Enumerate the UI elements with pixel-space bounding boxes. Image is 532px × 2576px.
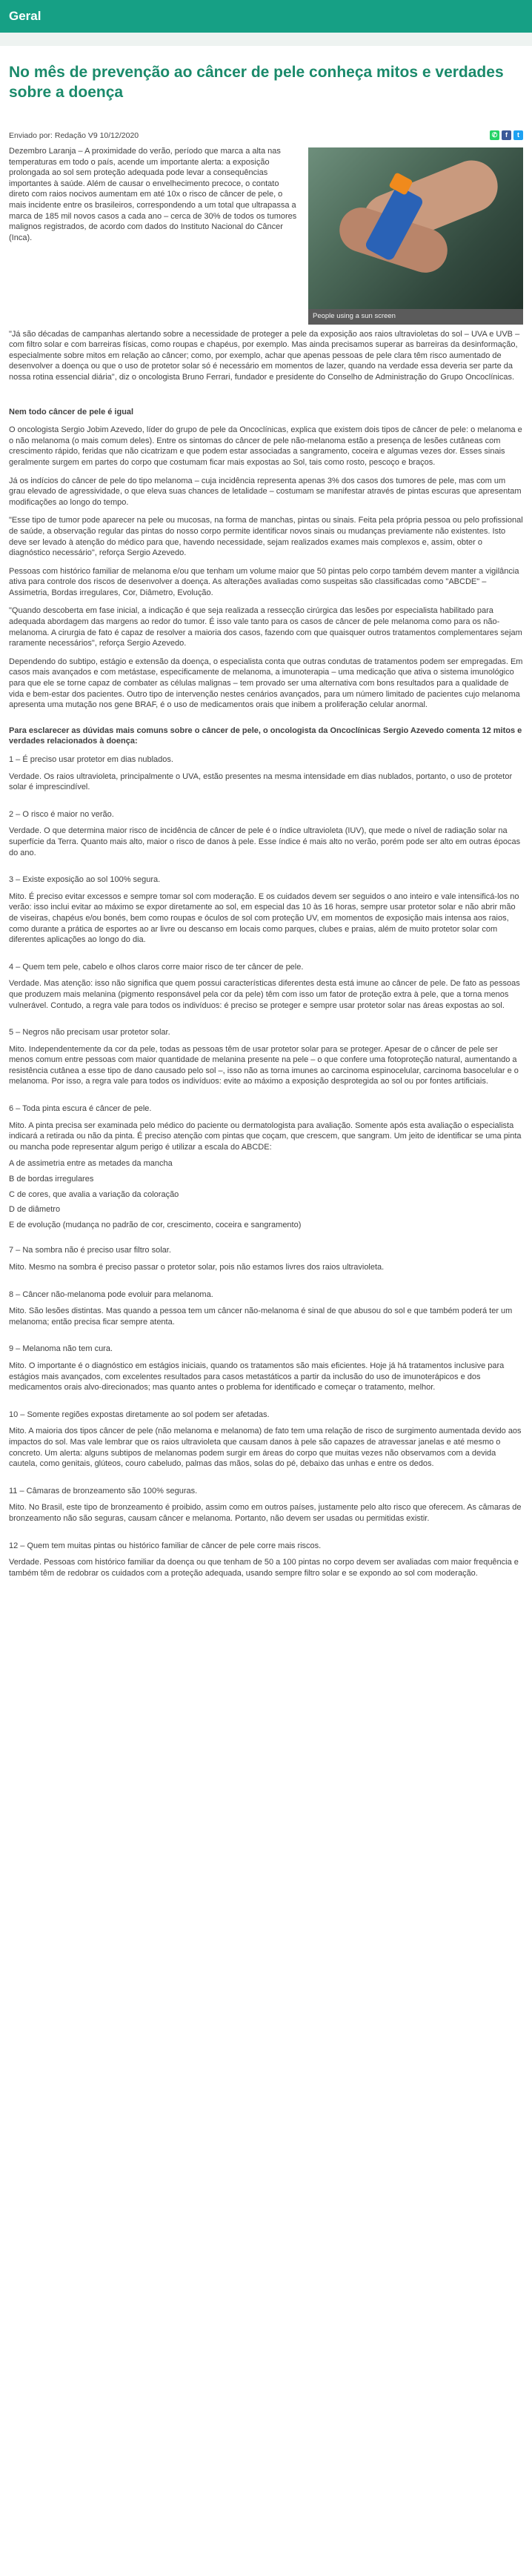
facebook-icon[interactable]: f [502, 130, 511, 140]
whatsapp-icon[interactable]: ✆ [490, 130, 499, 140]
section-title: Geral [9, 9, 41, 23]
myth-answer: Mito. Mesmo na sombra é preciso passar o protetor solar, pois não estamos livres dos raios ultravioleta. [9, 1263, 385, 1272]
header-divider [0, 33, 532, 46]
myth-question: 1 – É preciso usar protetor em dias nublados. [9, 755, 173, 764]
photo-caption: People using a sun screen [308, 309, 523, 325]
section-header [0, 0, 532, 33]
lead-block [9, 146, 523, 329]
abcde-item: E de evolução (mudança no padrão de cor, crescimento, coceira e sangramento) [9, 1220, 302, 1229]
paragraph: Pessoas com histórico familiar de melanoma e/ou que tenham um volume maior que 50 pintas pelo corpo também devem manter a vigilância ativa para controle dos riscos de desenvolver a doença. As alterações avaliadas como suspeitas são classificadas como "ABCDE" – Assimetria, Bordas irregulares, Cor, Diâmetro, Evolução. [9, 566, 519, 597]
myth-answer: Mito. Independentemente da cor da pele, todas as pessoas têm de usar protetor solar para se proteger. Apesar de o câncer de pele ser menos comum entre pessoas com maior quantidade de melanina presente na pele – o que confere uma fotoproteção natural, aumentando a resistência cutânea a esse tipo de dano causado pelo sol –, isso não as torna imunes ao carcinoma espinocelular, carcinoma basocelular e o melanoma. Por isso, a regra vale para todos os indivíduos: evite ao máximo a exposição desprotegida ao sol ou por fontes artificiais. [9, 1044, 519, 1086]
myth-question: 10 – Somente regiões expostas diretamente ao sol podem ser afetadas. [9, 1410, 270, 1419]
paragraph: "Já são décadas de campanhas alertando sobre a necessidade de proteger a pele da exposição aos raios ultravioletas do sol – UVA e UVB – com filtro solar e com barreiras físicas, como roupas e chapéus, por exemplo. Mas ainda precisamos superar as barreiras da desinformação, especialmente sobre mitos em relação ao câncer; como, por exemplo, achar que apenas pessoas de pele clara têm risco aumentado de desenvolver a doença ou que o uso de protetor solar só é necessário em momentos de lazer, quando na verdade essa deveria ser parte da nossa rotina essencial diária", diz o oncologista Bruno Ferrari, fundador e presidente do Conselho de Administração do Grupo Oncoclínicas. [9, 329, 520, 382]
myth-question: 9 – Melanoma não tem cura. [9, 1344, 113, 1354]
myth-answer: Mito. No Brasil, este tipo de bronzeamento é proibido, assim como em outros países, justamente pelo alto risco que oferecem. As câmaras de bronzeamento não são seguras, causam câncer e melanoma. Portanto, não devem ser usadas ou permitidas existir. [9, 1503, 522, 1523]
article [0, 62, 532, 1579]
abcde-item: C de cores, que avalia a variação da coloração [9, 1189, 179, 1199]
paragraph: "Esse tipo de tumor pode aparecer na pele ou mucosas, na forma de manchas, pintas ou sinais. Feita pela própria pessoa ou pelo profissional de saúde, a observação regular das pintas do nosso corpo permite identificar novos sinais ou mudanças previamente não existentes. Isto deve ser levado à atenção do médico para que, havendo necessidade, sejam realizados exames mais complexos e, assim, obter o diagnóstico necessário", reforça Sergio Azevedo. [9, 516, 523, 558]
myth-question: 4 – Quem tem pele, cabelo e olhos claros corre maior risco de ter câncer de pele. [9, 962, 304, 972]
article-photo [308, 147, 523, 309]
article-body [9, 146, 523, 1579]
subheading: Nem todo câncer de pele é igual [9, 407, 134, 416]
myth-question: 5 – Negros não precisam usar protetor solar. [9, 1028, 170, 1038]
abcde-item: A de assimetria entre as metades da mancha [9, 1159, 173, 1169]
myth-answer: Verdade. O que determina maior risco de incidência de câncer de pele é o índice ultravioleta (IUV), que mede o nível de radiação solar na superfície da Terra. Quanto mais alto, maior o risco de danos à pele. Esse índice é mais alto no verão, porém pode ser alto em outras épocas do ano. [9, 826, 521, 857]
myth-answer: Mito. A maioria dos tipos câncer de pele (não melanoma e melanoma) de fato tem uma relação de risco de surgimento aumentada devido aos impactos do sol. Mas vale lembrar que os raios ultravioleta que causam danos à pele são capazes de atravessar janelas e até mesmo o concreto. Um alerta: alguns subtipos de melanomas podem surgir em áreas do corpo que muitas vezes não observamos com a devida cautela, como genitais, glúteos, couro cabeludo, palmas das mãos, solas do pé, debaixo das unhas e entre os dedos. [9, 1427, 522, 1469]
myth-question: 6 – Toda pinta escura é câncer de pele. [9, 1104, 152, 1114]
abcde-item: D de diâmetro [9, 1205, 61, 1215]
share-bar [490, 130, 523, 140]
paragraph: Já os indícios do câncer de pele do tipo melanoma – cuja incidência representa apenas 3% dos casos dos tumores de pele, mas com um grau elevado de agressividade, o que eleva suas chances de letalidade – costumam se manifestar através de pintas escuras que apresentam modificações ao longo do tempo. [9, 476, 522, 507]
article-figure [308, 147, 523, 325]
myth-question: 11 – Câmaras de bronzeamento são 100% seguras. [9, 1486, 198, 1496]
article-meta: Enviado por: Redação V9 10/12/2020 [9, 130, 139, 140]
myth-answer: Mito. São lesões distintas. Mas quando a pessoa tem um câncer não-melanoma é sinal de que abusou do sol e que também poderá ter um melanoma; então precisa ficar sempre atenta. [9, 1307, 513, 1327]
paragraph: Dependendo do subtipo, estágio e extensão da doença, o especialista conta que outras condutas de tratamentos podem ser empregadas. Em casos mais avançados e com metástase, especificamente de melanoma, a imunoterapia – uma medicação que ativa o sistema imunológico para que ele se torne capaz de combater as células malignas – tem provado ser uma alternativa com bons resultados para a qualidade de vida e bem-estar dos pacientes. Outro tipo de intervenção nestes cenários avançados, para um número limitado de pacientes cujo melanoma apresenta uma mutação nos gene BRAF, é o uso de medicamentos orais que inibem a proliferação celular anormal. [9, 657, 523, 710]
myth-question: 8 – Câncer não-melanoma pode evoluir para melanoma. [9, 1289, 213, 1299]
myth-question: 7 – Na sombra não é preciso usar filtro solar. [9, 1246, 171, 1255]
myth-answer: Mito. O importante é o diagnóstico em estágios iniciais, quando os tratamentos são mais eficientes. Hoje já há tratamentos inclusive para estágios mais avançados, com excelentes resultados para casos metastáticos a partir da inclusão do uso de imunoterápicos e dos medicamentos orais alvo-direcionados; mas quanto antes o problema for identificado e começar o tratamento, melhor. [9, 1361, 505, 1392]
myth-answer: Verdade. Os raios ultravioleta, principalmente o UVA, estão presentes na mesma intensidade em dias nublados, portanto, o uso de protetor solar é imprescindível. [9, 771, 513, 792]
abcde-item: B de bordas irregulares [9, 1175, 94, 1184]
paragraph: O oncologista Sergio Jobim Azevedo, líder do grupo de pele da Oncoclínicas, explica que existem dois tipos de câncer de pele: o melanoma e o não melanoma (o mais comum deles). Entre os sintomas do câncer de pele não-melanoma estão a presença de lesões cutâneas com crescimento rápido, feridas que não cicatrizam e que podem estar associadas a sangramento, coceira e algumas vezes dor. Esses sinais geralmente surgem em partes do corpo que costumam ficar mais expostas ao Sol, tais como rosto, pescoço e braços. [9, 425, 522, 467]
myths-intro: Para esclarecer as dúvidas mais comuns sobre o câncer de pele, o oncologista da Oncoclínicas Sergio Azevedo comenta 12 mitos e verdades relacionados à doença: [9, 726, 522, 746]
article-title: No mês de prevenção ao câncer de pele conheça mitos e verdades sobre a doença [9, 64, 504, 101]
myth-question: 2 – O risco é maior no verão. [9, 809, 114, 819]
twitter-icon[interactable]: t [513, 130, 523, 140]
myth-question: 12 – Quem tem muitas pintas ou histórico familiar de câncer de pele corre mais riscos. [9, 1541, 322, 1550]
article-meta-row [9, 130, 523, 140]
myth-answer: Verdade. Mas atenção: isso não significa que quem possui características diferentes desta está imune ao câncer de pele. De fato as pessoas que produzem mais melanina (pigmento responsável pela cor da pele) têm com isso um fator de proteção extra à pele, que a torna menos vulnerável. Contudo, a regra vale para todos os indivíduos: é preciso se proteger e sempre usar protetor solar nas áreas expostas ao sol. [9, 979, 520, 1010]
paragraph: Dezembro Laranja – A proximidade do verão, período que marca a alta nas temperaturas em todo o país, acende um importante alerta: a exposição prolongada ao sol sem proteção adequada pode levar a consequências importantes à saúde. Além de causar o envelhecimento precoce, o contato direto com raios nocivos aumentam em até 10x o risco de câncer de pele, o mais incidente entre os brasileiros, correspondendo a um total que ultrapassa a marca de 185 mil novos casos a cada ano – cerca de 30% de todos os tumores malignos registrados, de acordo com dados do Instituto Nacional do Câncer (Inca). [9, 147, 297, 242]
paragraph: "Quando descoberta em fase inicial, a indicação é que seja realizada a ressecção cirúrgica das lesões por especialista habilitado para adequada abordagem das margens ao redor do tumor. É isso vale tanto para os casos de câncer de pele melanoma como para os não-melanoma. A cirurgia de fato é capaz de resolver a maioria dos casos, fazendo com que quaisquer outros tratamentos complementares sejam raramente necessários", reforça Sergio Azevedo. [9, 606, 522, 648]
myth-answer: Mito. A pinta precisa ser examinada pelo médico do paciente ou dermatologista para avaliação. Somente após esta avaliação o especialista indicará a retirada ou não da pinta. É preciso atenção com pintas que coçam, que crescem, que sangram. Um jeito de identificar se uma pinta ou mancha pode representar algum perigo é utilizar a escala do ABCDE: [9, 1121, 522, 1152]
myth-question: 3 – Existe exposição ao sol 100% segura. [9, 875, 161, 885]
myth-answer: Verdade. Pessoas com histórico familiar da doença ou que tenham de 50 a 100 pintas no corpo devem ser avaliadas com maior frequência e também têm de redobrar os cuidados com a proteção adequada, usando sempre filtro solar e se expondo ao sol com moderação. [9, 1558, 519, 1578]
myth-answer: Mito. É preciso evitar excessos e sempre tomar sol com moderação. E os cuidados devem ser seguidos o ano inteiro e vale intensificá-los no verão: isso inclui evitar ao máximo se expor diretamente ao sol, em especial das 10 às 16 horas, sempre usar protetor solar e não abrir mão de viseiras, chapéus e/ou bonés, bem como roupas e óculos de sol com proteção UV, em momentos de exposição mais intensa aos raios, como durante a prática de esportes ao ar livre ou descanso em locais como parques, clubes e praias, além de muito protetor solar com diferentes aplicações ao longo do dia. [9, 892, 519, 945]
